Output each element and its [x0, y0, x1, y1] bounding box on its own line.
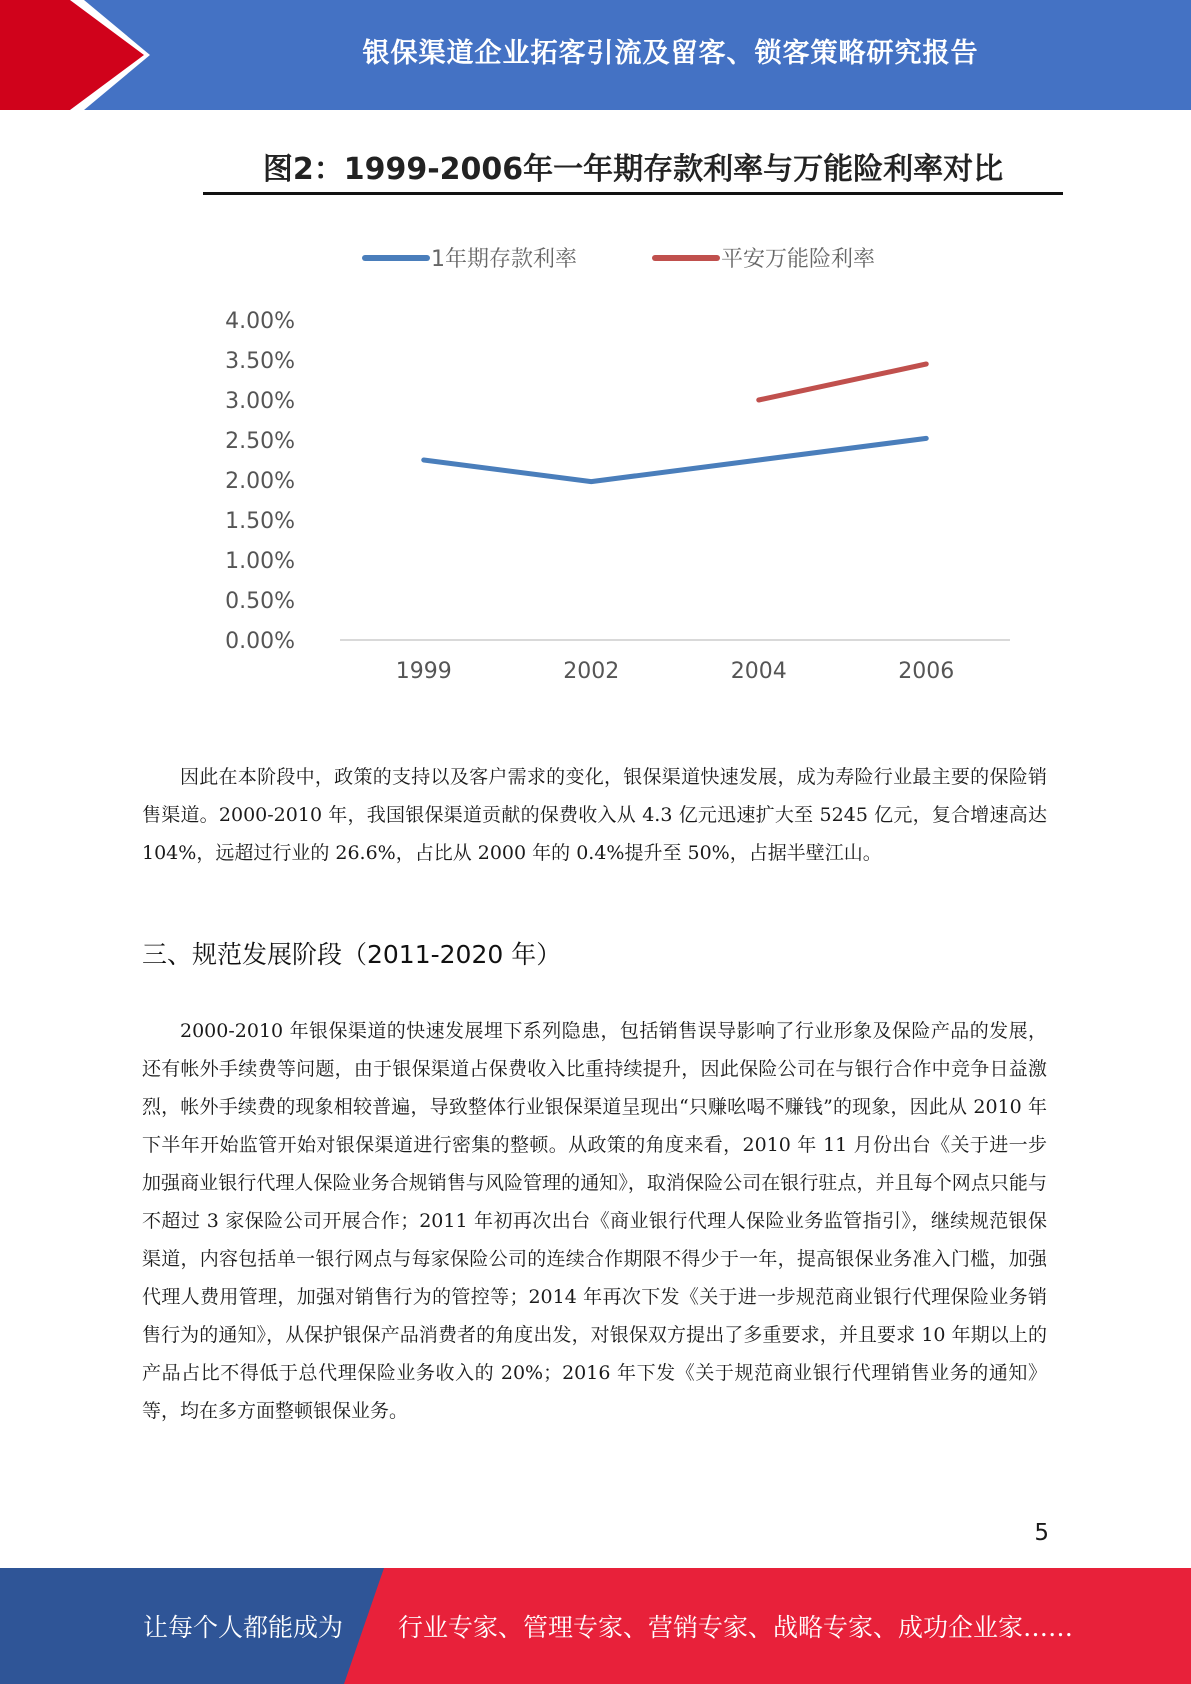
page-header	[0, 0, 1191, 110]
y-tick-label: 3.00%	[225, 389, 295, 414]
series-line-1	[424, 438, 927, 481]
x-tick-label: 1999	[395, 659, 452, 684]
y-tick-label: 0.00%	[225, 629, 295, 654]
page-footer	[0, 1568, 1191, 1684]
series-line-2	[759, 364, 927, 400]
y-tick-label: 1.50%	[225, 509, 295, 534]
y-tick-label: 1.00%	[225, 549, 295, 574]
x-tick-label: 2002	[563, 659, 620, 684]
footer-slogan-right: 行业专家、管理专家、营销专家、战略专家、成功企业家……	[398, 1613, 1074, 1642]
header-arrow-icon	[0, 0, 160, 110]
page-number: 5	[1034, 1520, 1049, 1546]
y-tick-label: 2.50%	[225, 429, 295, 454]
footer-slogan-left: 让每个人都能成为	[143, 1613, 344, 1642]
section-heading: 三、规范发展阶段（2011-2020 年）	[142, 940, 562, 969]
x-tick-label: 2004	[730, 659, 787, 684]
y-tick-label: 3.50%	[225, 349, 295, 374]
y-tick-label: 0.50%	[225, 589, 295, 614]
legend-label: 平安万能险利率	[721, 247, 876, 272]
line-chart	[180, 210, 1080, 700]
legend-label: 1年期存款利率	[431, 247, 577, 272]
x-tick-label: 2006	[898, 659, 955, 684]
chart-svg	[180, 210, 1080, 700]
report-title: 银保渠道企业拓客引流及留客、锁客策略研究报告	[362, 37, 979, 69]
y-tick-label: 2.00%	[225, 469, 295, 494]
paragraph-2: 2000-2010 年银保渠道的快速发展埋下系列隐患，包括销售误导影响了行业形象及保险产品的发展，还有帐外手续费等问题，由于银保渠道占保费收入比重持续提升，因此保险公司在与银行合作中竞争日益激烈，帐外手续费的现象相较普遍，导致整体行业银保渠道呈现出“只赚吆喝不赚钱”的现象，因此从 2010 年下半年开始监管开始对银保渠道进行密集的整顿。从政策的角度来看，2010 年 11 月份出台《关于进一步加强商业银行代理人保险业务合规销售与风险管理的通知》，取消保险公司在银行驻点，并且每个网点只能与不超过 3 家保险公司开展合作；2011 年初再次出台《商业银行代理人保险业务监管指引》，继续规范银保渠道，内容包括单一银行网点与每家保险公司的连续合作期限不得少于一年，提高银保业务准入门槛，加强代理人费用管理，加强对销售行为的管控等；2014 年再次下发《关于进一步规范商业银行代理保险业务销售行为的通知》，从保护银保产品消费者的角度出发，对银保双方提出了多重要求，并且要求 10 年期以上的产品占比不得低于总代理保险业务收入的 20%；2016 年下发《关于规范商业银行代理销售业务的通知》等，均在多方面整顿银保业务。	[142, 1020, 1047, 1422]
figure-title: 图2：1999-2006年一年期存款利率与万能险利率对比	[203, 140, 1063, 195]
y-tick-label: 4.00%	[225, 309, 295, 334]
paragraph-1: 因此在本阶段中，政策的支持以及客户需求的变化，银保渠道快速发展，成为寿险行业最主要的保险销售渠道。2000-2010 年，我国银保渠道贡献的保费收入从 4.3 亿元迅速扩大至 5245 亿元，复合增速高达 104%，远超过行业的 26.6%，占比从 2000 年的 0.4%提升至 50%，占据半壁江山。	[142, 766, 1047, 864]
